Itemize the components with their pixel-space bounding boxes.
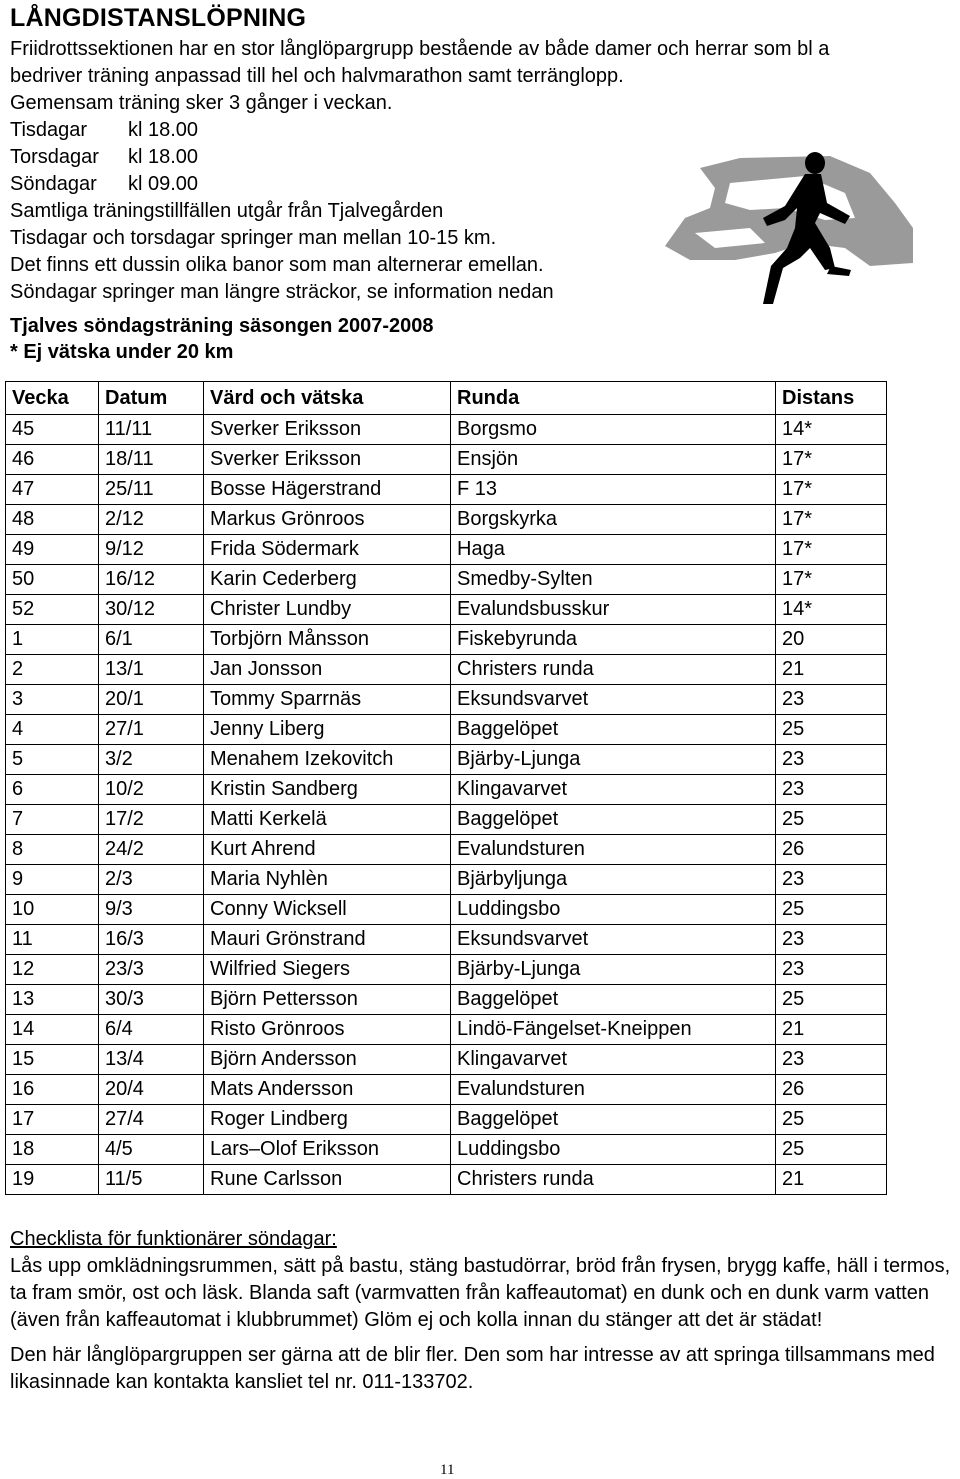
checklist-heading: Checklista för funktionärer söndagar: (10, 1228, 337, 1250)
session-day: Tisdagar (10, 119, 88, 141)
cell-week: 48 (6, 505, 99, 535)
cell-route: Baggelöpet (451, 985, 776, 1015)
cell-date: 17/2 (99, 805, 204, 835)
cell-distance: 14* (776, 415, 887, 445)
cell-route: Evalundsturen (451, 1075, 776, 1105)
cell-route: Christers runda (451, 1165, 776, 1195)
cell-route: Eksundsvarvet (451, 925, 776, 955)
table-row (6, 1165, 887, 1195)
table-row (6, 835, 887, 865)
cell-distance: 23 (776, 865, 887, 895)
cell-host: Björn Andersson (204, 1045, 451, 1075)
cell-distance: 25 (776, 1105, 887, 1135)
cell-date: 30/3 (99, 985, 204, 1015)
intro-line: bedriver träning anpassad till hel och halvmarathon samt terränglopp. (10, 65, 624, 87)
cell-week: 49 (6, 535, 99, 565)
table-row (6, 1105, 887, 1135)
cell-week: 13 (6, 985, 99, 1015)
header-week: Vecka (6, 382, 99, 415)
cell-week: 46 (6, 445, 99, 475)
cell-week: 8 (6, 835, 99, 865)
cell-host: Jenny Liberg (204, 715, 451, 745)
cell-route: Klingavarvet (451, 775, 776, 805)
intro-line: Det finns ett dussin olika banor som man alternerar emellan. (10, 254, 544, 276)
cell-week: 11 (6, 925, 99, 955)
table-row (6, 415, 887, 445)
table-row (6, 535, 887, 565)
cell-date: 20/1 (99, 685, 204, 715)
cell-distance: 25 (776, 895, 887, 925)
cell-date: 4/5 (99, 1135, 204, 1165)
season-title: Tjalves söndagsträning säsongen 2007-2008 (10, 315, 434, 337)
cell-host: Karin Cederberg (204, 565, 451, 595)
cell-route: Bjärby-Ljunga (451, 745, 776, 775)
cell-host: Jan Jonsson (204, 655, 451, 685)
cell-distance: 25 (776, 715, 887, 745)
cell-route: Haga (451, 535, 776, 565)
cell-route: Luddingsbo (451, 895, 776, 925)
cell-host: Kristin Sandberg (204, 775, 451, 805)
schedule-table (5, 381, 887, 1195)
cell-distance: 25 (776, 805, 887, 835)
table-row (6, 865, 887, 895)
cell-route: Luddingsbo (451, 1135, 776, 1165)
table-row (6, 565, 887, 595)
table-row (6, 715, 887, 745)
cell-host: Lars–Olof Eriksson (204, 1135, 451, 1165)
cell-date: 25/11 (99, 475, 204, 505)
cell-distance: 17* (776, 565, 887, 595)
cell-week: 14 (6, 1015, 99, 1045)
cell-date: 2/3 (99, 865, 204, 895)
header-date: Datum (99, 382, 204, 415)
cell-week: 6 (6, 775, 99, 805)
cell-date: 2/12 (99, 505, 204, 535)
cell-host: Torbjörn Månsson (204, 625, 451, 655)
cell-distance: 21 (776, 1165, 887, 1195)
cell-distance: 14* (776, 595, 887, 625)
table-row (6, 775, 887, 805)
cell-week: 45 (6, 415, 99, 445)
cell-week: 4 (6, 715, 99, 745)
cell-distance: 21 (776, 1015, 887, 1045)
cell-week: 47 (6, 475, 99, 505)
cell-date: 11/11 (99, 415, 204, 445)
cell-host: Mauri Grönstrand (204, 925, 451, 955)
cell-week: 18 (6, 1135, 99, 1165)
cell-distance: 21 (776, 655, 887, 685)
cell-week: 50 (6, 565, 99, 595)
cell-date: 27/4 (99, 1105, 204, 1135)
intro-line: Samtliga träningstillfällen utgår från Tjalvegården (10, 200, 444, 222)
cell-distance: 17* (776, 535, 887, 565)
cell-route: Klingavarvet (451, 1045, 776, 1075)
cell-route: Evalundsturen (451, 835, 776, 865)
table-row (6, 655, 887, 685)
checklist-paragraph: Lås upp omklädningsrummen, sätt på bastu, stäng bastudörrar, bröd från frysen, brygg kaffe, häll i termos, ta fram smör, ost och läsk. Blanda saft (varmvatten från kaffeautomat) en dunk och en dunk varm vatten (även från kaffeautomat i klubbrummet) Glöm ej och kolla innan du stänger att det är städat! (10, 1255, 951, 1331)
cell-host: Roger Lindberg (204, 1105, 451, 1135)
session-day: Torsdagar (10, 146, 99, 168)
cell-date: 23/3 (99, 955, 204, 985)
cell-date: 13/4 (99, 1045, 204, 1075)
table-row (6, 445, 887, 475)
cell-date: 9/3 (99, 895, 204, 925)
cell-host: Matti Kerkelä (204, 805, 451, 835)
cell-distance: 26 (776, 1075, 887, 1105)
cell-week: 7 (6, 805, 99, 835)
cell-date: 30/12 (99, 595, 204, 625)
cell-distance: 23 (776, 1045, 887, 1075)
cell-host: Maria Nyhlèn (204, 865, 451, 895)
cell-route: Borgskyrka (451, 505, 776, 535)
cell-route: Ensjön (451, 445, 776, 475)
cell-route: Bjärby-Ljunga (451, 955, 776, 985)
cell-distance: 23 (776, 745, 887, 775)
cell-week: 16 (6, 1075, 99, 1105)
cell-distance: 20 (776, 625, 887, 655)
cell-date: 16/3 (99, 925, 204, 955)
session-time: kl 18.00 (128, 119, 199, 141)
cell-week: 52 (6, 595, 99, 625)
page-title: LÅNGDISTANSLÖPNING (10, 4, 307, 32)
cell-host: Menahem Izekovitch (204, 745, 451, 775)
season-note: * Ej vätska under 20 km (10, 341, 234, 363)
cell-distance: 23 (776, 775, 887, 805)
table-row (6, 955, 887, 985)
cell-host: Tommy Sparrnäs (204, 685, 451, 715)
cell-week: 9 (6, 865, 99, 895)
header-route: Runda (451, 382, 776, 415)
cell-route: Christers runda (451, 655, 776, 685)
session-tuesday (10, 117, 955, 144)
runner-icon (655, 148, 920, 313)
cell-date: 3/2 (99, 745, 204, 775)
table-row (6, 625, 887, 655)
cell-route: Eksundsvarvet (451, 685, 776, 715)
cell-week: 1 (6, 625, 99, 655)
cell-distance: 23 (776, 955, 887, 985)
cell-host: Markus Grönroos (204, 505, 451, 535)
cell-week: 12 (6, 955, 99, 985)
session-time: kl 18.00 (128, 146, 199, 168)
intro-line: Söndagar springer man längre sträckor, se information nedan (10, 281, 554, 303)
cell-date: 27/1 (99, 715, 204, 745)
intro-line: Gemensam träning sker 3 gånger i veckan. (10, 92, 393, 114)
cell-route: Borgsmo (451, 415, 776, 445)
cell-date: 11/5 (99, 1165, 204, 1195)
cell-distance: 23 (776, 685, 887, 715)
cell-distance: 17* (776, 445, 887, 475)
table-row (6, 1135, 887, 1165)
session-day: Söndagar (10, 173, 97, 195)
cell-distance: 17* (776, 475, 887, 505)
cell-host: Mats Andersson (204, 1075, 451, 1105)
table-row (6, 505, 887, 535)
cell-host: Risto Grönroos (204, 1015, 451, 1045)
table-row (6, 805, 887, 835)
cell-week: 15 (6, 1045, 99, 1075)
cell-distance: 25 (776, 1135, 887, 1165)
season-heading (10, 313, 434, 365)
cell-route: Baggelöpet (451, 715, 776, 745)
table-row (6, 1045, 887, 1075)
cell-host: Sverker Eriksson (204, 445, 451, 475)
table-row (6, 925, 887, 955)
cell-route: Evalundsbusskur (451, 595, 776, 625)
cell-distance: 26 (776, 835, 887, 865)
cell-distance: 25 (776, 985, 887, 1015)
cell-week: 19 (6, 1165, 99, 1195)
cell-host: Wilfried Siegers (204, 955, 451, 985)
table-row (6, 895, 887, 925)
intro-line: Tisdagar och torsdagar springer man mellan 10-15 km. (10, 227, 497, 249)
table-row (6, 1015, 887, 1045)
cell-week: 10 (6, 895, 99, 925)
cell-week: 17 (6, 1105, 99, 1135)
cell-week: 5 (6, 745, 99, 775)
page-number: 11 (440, 1462, 455, 1478)
cell-route: Lindö-Fängelset-Kneippen (451, 1015, 776, 1045)
cell-date: 9/12 (99, 535, 204, 565)
cell-date: 24/2 (99, 835, 204, 865)
cell-host: Björn Pettersson (204, 985, 451, 1015)
schedule-body (6, 415, 887, 1195)
cell-date: 13/1 (99, 655, 204, 685)
checklist-section (10, 1226, 960, 1396)
cell-date: 6/4 (99, 1015, 204, 1045)
cell-host: Sverker Eriksson (204, 415, 451, 445)
cell-host: Bosse Hägerstrand (204, 475, 451, 505)
cell-date: 16/12 (99, 565, 204, 595)
cell-host: Frida Södermark (204, 535, 451, 565)
cell-host: Rune Carlsson (204, 1165, 451, 1195)
cell-host: Conny Wicksell (204, 895, 451, 925)
cell-date: 6/1 (99, 625, 204, 655)
table-row (6, 745, 887, 775)
cell-route: Baggelöpet (451, 1105, 776, 1135)
table-row (6, 595, 887, 625)
header-host: Värd och vätska (204, 382, 451, 415)
table-row (6, 685, 887, 715)
cell-week: 3 (6, 685, 99, 715)
cell-route: Smedby-Sylten (451, 565, 776, 595)
table-row (6, 1075, 887, 1105)
cell-host: Christer Lundby (204, 595, 451, 625)
cell-date: 10/2 (99, 775, 204, 805)
cell-route: Baggelöpet (451, 805, 776, 835)
cell-host: Kurt Ahrend (204, 835, 451, 865)
cell-distance: 17* (776, 505, 887, 535)
cell-distance: 23 (776, 925, 887, 955)
intro-line: Friidrottssektionen har en stor långlöpargrupp bestående av både damer och herrar som bl a (10, 38, 830, 60)
cell-date: 20/4 (99, 1075, 204, 1105)
contact-paragraph: Den här långlöpargruppen ser gärna att de blir fler. Den som har intresse av att springa tillsammans med likasinnade kan kontakta kansliet tel nr. 011-133702. (10, 1344, 935, 1393)
cell-route: Bjärbyljunga (451, 865, 776, 895)
table-row (6, 985, 887, 1015)
table-header-row (6, 382, 887, 415)
cell-route: F 13 (451, 475, 776, 505)
header-distance: Distans (776, 382, 887, 415)
cell-week: 2 (6, 655, 99, 685)
table-row (6, 475, 887, 505)
cell-route: Fiskebyrunda (451, 625, 776, 655)
cell-date: 18/11 (99, 445, 204, 475)
session-time: kl 09.00 (128, 173, 199, 195)
